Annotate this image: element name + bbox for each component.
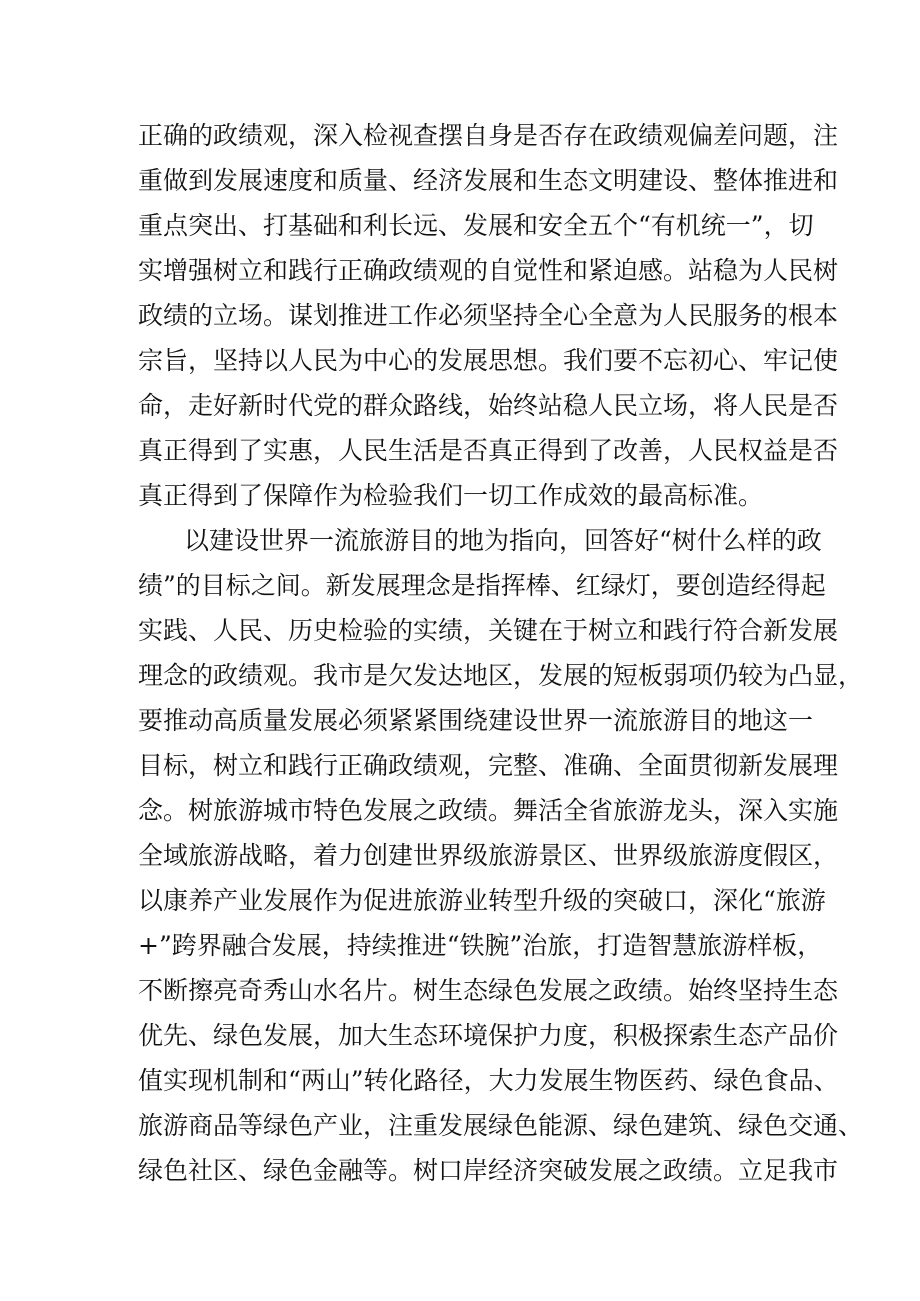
text-line: 重做到发展速度和质量、经济发展和生态文明建设、整体推进和	[138, 166, 839, 195]
text-line: 真正得到了保障作为检验我们一切工作成效的最高标准。	[138, 481, 764, 510]
text-line: 优先、绿色发展，加大生态环境保护力度，积极探索生态产品价	[138, 1021, 839, 1050]
text-line: 念。树旅游城市特色发展之政绩。舞活全省旅游龙头，深入实施	[138, 796, 839, 825]
text-line: 实践、人民、历史检验的实绩，关键在于树立和践行符合新发展	[138, 616, 839, 645]
text-line: 全域旅游战略，着力创建世界级旅游景区、世界级旅游度假区，	[138, 841, 839, 870]
text-line: 以建设世界一流旅游目的地为指向，回答好“树什么样的政	[184, 526, 822, 555]
text-line: +”跨界融合发展，持续推进“铁腕”治旅，打造智慧旅游样板，	[138, 931, 823, 960]
text-line: 绩”的目标之间。新发展理念是指挥棒、红绿灯，要创造经得起	[138, 571, 826, 600]
text-line: 宗旨，坚持以人民为中心的发展思想。我们要不忘初心、牢记使	[138, 346, 839, 375]
text-line: 政绩的立场。谋划推进工作必须坚持全心全意为人民服务的根本	[138, 301, 839, 330]
text-line: 命，走好新时代党的群众路线，始终站稳人民立场，将人民是否	[138, 391, 839, 420]
text-line: 正确的政绩观，深入检视查摆自身是否存在政绩观偏差问题，注	[138, 121, 839, 150]
text-line: 理念的政绩观。我市是欠发达地区，发展的短板弱项仍较为凸显，	[138, 661, 864, 690]
text-line: 要推动高质量发展必须紧紧围绕建设世界一流旅游目的地这一	[138, 706, 814, 735]
text-line: 不断擦亮奇秀山水名片。树生态绿色发展之政绩。始终坚持生态	[138, 976, 839, 1005]
text-line: 真正得到了实惠，人民生活是否真正得到了改善，人民权益是否	[138, 436, 839, 465]
text-line: 绿色社区、绿色金融等。树口岸经济突破发展之政绩。立足我市	[138, 1156, 839, 1185]
text-line: 旅游商品等绿色产业，注重发展绿色能源、绿色建筑、绿色交通、	[138, 1111, 864, 1140]
text-line: 目标，树立和践行正确政绩观，完整、准确、全面贯彻新发展理	[138, 751, 839, 780]
text-line: 值实现机制和“两山”转化路径，大力发展生物医药、绿色食品、	[138, 1066, 839, 1095]
text-line: 以康养产业发展作为促进旅游业转型升级的突破口，深化“旅游	[138, 886, 826, 915]
text-line: 实增强树立和践行正确政绩观的自觉性和紧迫感。站稳为人民树	[138, 256, 839, 285]
text-line: 重点突出、打基础和利长远、发展和安全五个“有机统一”，切	[138, 211, 814, 240]
